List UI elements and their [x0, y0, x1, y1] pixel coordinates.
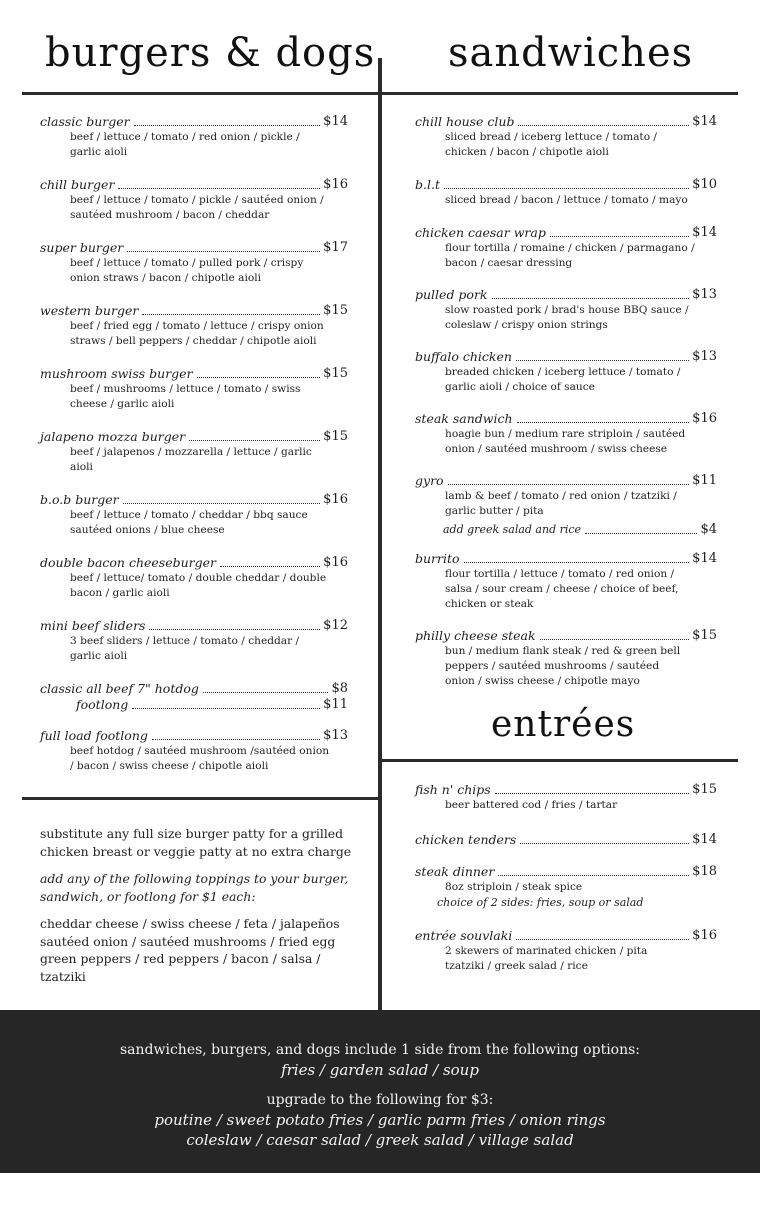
entrees-list	[415, 782, 717, 974]
sandwich-name: chicken caesar wrap	[415, 225, 546, 240]
entree-name: chicken tenders	[415, 832, 517, 847]
sandwich-description: flour tortilla / lettuce / tomato / red onion / salsa / sour cream / cheese / choice of beef, chicken or steak	[445, 568, 679, 610]
burger-price: $14	[323, 114, 348, 129]
sandwich-item	[415, 473, 717, 538]
substitute-note: substitute any full size burger patty for a grilled chicken breast or veggie patty at no extra charge	[40, 826, 352, 859]
burger-description: 3 beef sliders / lettuce / tomato / cheddar / garlic aioli	[70, 635, 300, 662]
burger-name: mushroom swiss burger	[40, 366, 193, 381]
sandwich-leader-dots	[448, 484, 690, 485]
left-lower-rule	[22, 797, 378, 800]
sandwich-name: steak sandwich	[415, 411, 513, 426]
sandwich-price: $14	[692, 114, 717, 129]
notes-block	[40, 825, 358, 995]
burger-item	[40, 728, 348, 774]
sandwich-item	[415, 225, 717, 271]
burger-name: double bacon cheeseburger	[40, 555, 217, 570]
burger-item	[40, 681, 348, 713]
entree-leader-dots	[520, 843, 689, 844]
upgrade-options-1: poutine / sweet potato fries / garlic parm fries / onion rings	[154, 1111, 606, 1129]
burger-price: $13	[323, 728, 348, 743]
burger-footlong-price: $11	[323, 697, 348, 712]
burger-name: full load footlong	[40, 728, 148, 743]
burger-name: mini beef sliders	[40, 618, 146, 633]
burger-item	[40, 303, 348, 349]
sandwich-description: hoagie bun / medium rare striploin / sautéed onion / sautéed mushroom / swiss cheese	[445, 428, 686, 455]
sandwich-description: breaded chicken / iceberg lettuce / tomato / garlic aioli / choice of sauce	[445, 366, 681, 393]
burger-price: $12	[323, 618, 348, 633]
burger-description: beef / lettuce / tomato / red onion / pickle / garlic aioli	[70, 131, 300, 158]
burger-item	[40, 429, 348, 475]
vertical-divider	[378, 58, 382, 1012]
burger-item	[40, 555, 348, 601]
sandwich-item	[415, 177, 717, 208]
entrees-rule	[382, 759, 738, 762]
burger-price: $15	[323, 303, 348, 318]
sandwich-addon-price: $4	[700, 522, 717, 537]
sandwich-price: $11	[692, 473, 717, 488]
sandwich-item	[415, 551, 717, 612]
sandwich-leader-dots	[516, 360, 689, 361]
entree-price: $18	[692, 864, 717, 879]
entree-price: $14	[692, 832, 717, 847]
sandwich-item	[415, 114, 717, 160]
sandwich-description: sliced bread / iceberg lettuce / tomato / chicken / bacon / chipotle aioli	[445, 131, 658, 158]
upgrade-intro: upgrade to the following for $3:	[266, 1092, 494, 1108]
burger-name: chill burger	[40, 177, 115, 192]
burger-leader-dots	[149, 629, 320, 630]
header-entrees: entrées	[491, 704, 636, 745]
sandwich-name: chill house club	[415, 114, 515, 129]
sandwich-addon-name: add greek salad and rice	[443, 523, 582, 536]
toppings-intro: add any of the following toppings to your burger, sandwich, or footlong for $1 each:	[40, 871, 349, 904]
burger-leader-dots	[134, 125, 321, 126]
burger-footlong-name: footlong	[76, 697, 129, 712]
entree-name: entrée souvlaki	[415, 928, 513, 943]
burger-description: beef hotdog / sautéed mushroom /sautéed onion / bacon / swiss cheese / chipotle aioli	[70, 745, 330, 772]
entree-leader-dots	[516, 939, 689, 940]
sandwich-name: buffalo chicken	[415, 349, 512, 364]
sandwich-name: burrito	[415, 551, 460, 566]
entree-price: $15	[692, 782, 717, 797]
entree-description: 8oz striploin / steak spice	[445, 881, 583, 893]
sandwich-price: $10	[692, 177, 717, 192]
burger-leader-dots	[142, 314, 320, 315]
burger-name: western burger	[40, 303, 139, 318]
burger-description: beef / fried egg / tomato / lettuce / crispy onion straws / bell peppers / cheddar / chipotle aioli	[70, 320, 324, 347]
entree-name: fish n' chips	[415, 782, 491, 797]
entree-sides-note: choice of 2 sides: fries, soup or salad	[437, 896, 644, 909]
sides-footer	[0, 1010, 760, 1173]
entree-name: steak dinner	[415, 864, 495, 879]
burger-item	[40, 492, 348, 538]
burger-description: beef / lettuce / tomato / cheddar / bbq sauce sautéed onions / blue cheese	[70, 509, 308, 536]
burger-description: beef / jalapenos / mozzarella / lettuce / garlic aioli	[70, 446, 312, 473]
burger-name: super burger	[40, 240, 124, 255]
sandwich-price: $16	[692, 411, 717, 426]
burger-description: beef / lettuce / tomato / pickle / sautéed onion / sautéed mushroom / bacon / cheddar	[70, 194, 324, 221]
entree-description: 2 skewers of marinated chicken / pita tzatziki / greek salad / rice	[445, 945, 648, 972]
burger-footlong-leader-dots	[132, 708, 320, 709]
sandwich-leader-dots	[492, 298, 690, 299]
sandwich-description: bun / medium flank steak / red & green bell peppers / sautéed mushrooms / sautéed onion / swiss cheese / chipotle mayo	[445, 645, 681, 687]
sandwich-item	[415, 287, 717, 333]
sandwich-name: gyro	[415, 473, 444, 488]
sandwich-leader-dots	[444, 188, 689, 189]
entree-description: beer battered cod / fries / tartar	[445, 799, 618, 811]
burger-price: $17	[323, 240, 348, 255]
burger-item	[40, 177, 348, 223]
burger-price: $16	[323, 492, 348, 507]
burger-leader-dots	[220, 566, 320, 567]
sandwich-name: philly cheese steak	[415, 628, 536, 643]
burgers-list	[40, 114, 348, 774]
sandwich-price: $13	[692, 349, 717, 364]
burger-price: $16	[323, 177, 348, 192]
burger-description: beef / lettuce/ tomato / double cheddar / double bacon / garlic aioli	[70, 572, 327, 599]
burger-leader-dots	[152, 739, 320, 740]
sandwich-leader-dots	[540, 639, 690, 640]
burger-leader-dots	[127, 251, 320, 252]
entree-item	[415, 782, 717, 813]
burger-price: $15	[323, 366, 348, 381]
sandwich-leader-dots	[518, 125, 689, 126]
burger-item	[40, 366, 348, 412]
sandwich-item	[415, 628, 717, 689]
sandwich-name: pulled pork	[415, 287, 488, 302]
burger-price: $16	[323, 555, 348, 570]
sandwich-price: $13	[692, 287, 717, 302]
burger-description: beef / lettuce / tomato / pulled pork / crispy onion straws / bacon / chipotle aioli	[70, 257, 304, 284]
sandwich-description: slow roasted pork / brad's house BBQ sauce / coleslaw / crispy onion strings	[445, 304, 689, 331]
entree-item	[415, 928, 717, 974]
sandwich-description: lamb & beef / tomato / red onion / tzatziki / garlic butter / pita	[445, 490, 677, 517]
burger-item	[40, 240, 348, 286]
toppings-list: cheddar cheese / swiss cheese / feta / jalapeños sautéed onion / sautéed mushrooms / fried egg green peppers / red peppers / bacon / salsa / tzatziki	[40, 916, 340, 984]
sandwiches-list	[415, 114, 717, 689]
sandwich-addon-leader-dots	[585, 533, 697, 534]
header-burgers-dogs: burgers & dogs	[45, 30, 376, 76]
sandwich-price: $14	[692, 551, 717, 566]
burger-leader-dots	[197, 377, 321, 378]
burger-leader-dots	[118, 188, 320, 189]
sandwich-description: sliced bread / bacon / lettuce / tomato / mayo	[445, 194, 688, 206]
burger-leader-dots	[189, 440, 320, 441]
sandwich-description: flour tortilla / romaine / chicken / parmagano / bacon / caesar dressing	[445, 242, 695, 269]
sandwich-leader-dots	[464, 562, 690, 563]
sandwich-leader-dots	[550, 236, 689, 237]
upgrade-options-2: coleslaw / caesar salad / greek salad / village salad	[186, 1131, 574, 1149]
sandwich-leader-dots	[517, 422, 690, 423]
sides-intro: sandwiches, burgers, and dogs include 1 side from the following options:	[119, 1042, 641, 1058]
sandwich-item	[415, 349, 717, 395]
entree-price: $16	[692, 928, 717, 943]
header-sandwiches: sandwiches	[448, 30, 694, 76]
sandwich-price: $14	[692, 225, 717, 240]
sandwich-item	[415, 411, 717, 457]
burger-name: classic burger	[40, 114, 130, 129]
entree-leader-dots	[495, 793, 689, 794]
burger-name: jalapeno mozza burger	[40, 429, 186, 444]
sides-options: fries / garden salad / soup	[281, 1061, 479, 1079]
entree-item	[415, 864, 717, 910]
sandwich-price: $15	[692, 628, 717, 643]
burger-item	[40, 618, 348, 664]
burger-price: $8	[331, 681, 348, 696]
entree-leader-dots	[498, 875, 689, 876]
burger-price: $15	[323, 429, 348, 444]
burger-leader-dots	[203, 692, 329, 693]
burger-leader-dots	[123, 503, 321, 504]
burger-description: beef / mushrooms / lettuce / tomato / swiss cheese / garlic aioli	[70, 383, 301, 410]
burger-item	[40, 114, 348, 160]
burger-name: classic all beef 7" hotdog	[40, 681, 199, 696]
burger-name: b.o.b burger	[40, 492, 119, 507]
entree-item	[415, 832, 717, 848]
sandwich-name: b.l.t	[415, 177, 440, 192]
